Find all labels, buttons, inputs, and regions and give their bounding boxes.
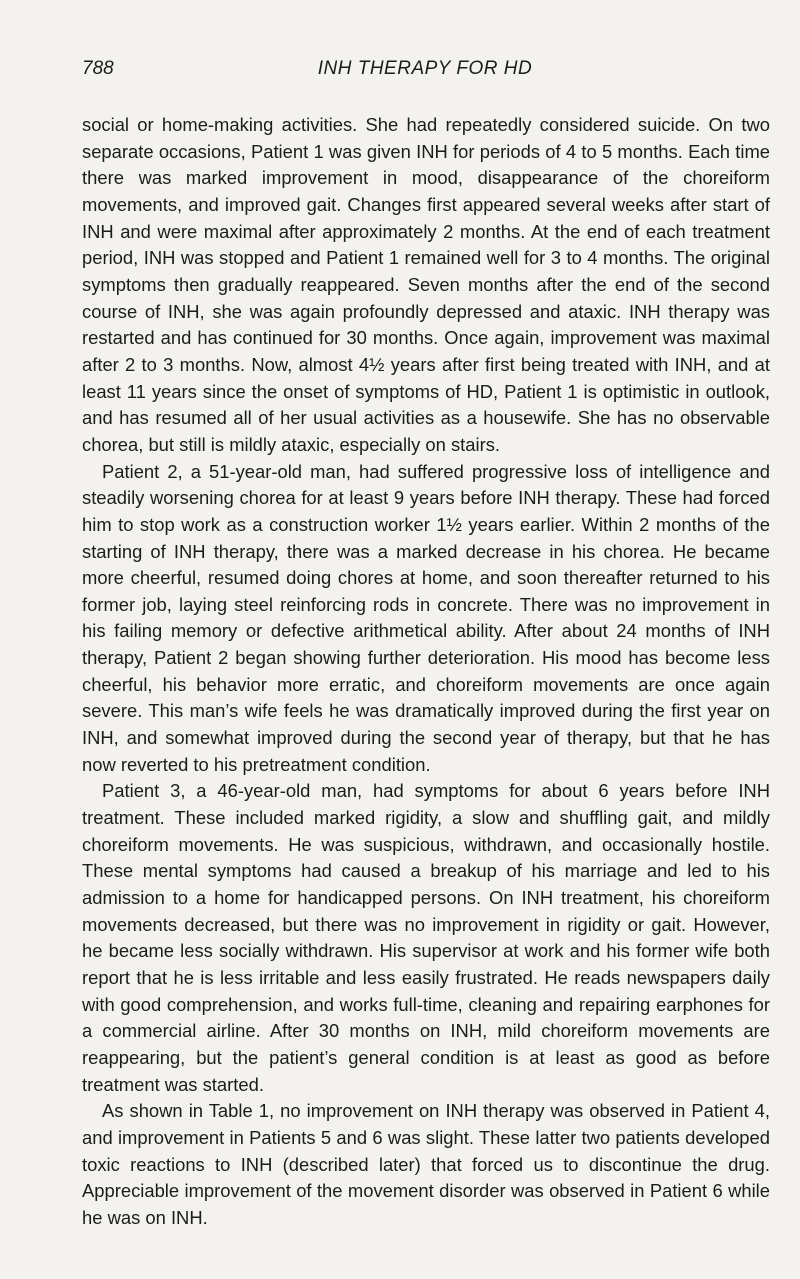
running-title: INH THERAPY FOR HD: [317, 58, 533, 79]
paragraph-patient-2: Patient 2, a 51-year-old man, had suffered progressive loss of intelligence and steadily worsening chorea for at least 9 years before INH therapy. These had forced him to stop work as a construction worker 1½ years earlier. Within 2 months of the starting of INH therapy, there was a marked decrease in his chorea. He became more cheerful, resumed doing chores at home, and soon thereafter returned to his former job, laying steel reinforcing rods in concrete. There was no improvement in his failing memory or defective arithmetical ability. After about 24 months of INH therapy, Patient 2 began showing further deterioration. His mood has become less cheerful, his behavior more erratic, and choreiform movements are once again severe. This man’s wife feels he was dramatically improved during the first year on INH, and somewhat improved during the second year of therapy, but that he has now reverted to his pretreatment condition.: [82, 460, 770, 775]
running-header: [82, 58, 768, 86]
body-text: [82, 112, 770, 1232]
paragraph-table-summary: As shown in Table 1, no improvement on INH therapy was observed in Patient 4, and improvement in Patients 5 and 6 was slight. These latter two patients developed toxic reactions to INH (described later) that forced us to discontinue the drug. Appreciable improvement of the movement disorder was observed in Patient 6 while he was on INH.: [82, 1100, 770, 1228]
paragraph-patient-3: Patient 3, a 46-year-old man, had symptoms for about 6 years before INH treatment. These included marked rigidity, a slow and shuffling gait, and mildly choreiform movements. He was suspicious, withdrawn, and occasionally hostile. These mental symptoms had caused a breakup of his marriage and led to his admission to a home for handicapped persons. On INH treatment, his choreiform movements decreased, but there was no improvement in rigidity or gait. However, he became less socially withdrawn. His supervisor at work and his former wife both report that he is less irritable and less easily frustrated. He reads newspapers daily with good comprehension, and works full-time, cleaning and repairing earphones for a commercial airline. After 30 months on INH, mild choreiform movements are reappearing, but the patient’s general condition is at least as good as before treatment was started.: [82, 780, 770, 1095]
page-number: 788: [82, 58, 114, 79]
paragraph-continued: social or home-making activities. She had repeatedly considered suicide. On two separate occasions, Patient 1 was given INH for periods of 4 to 5 months. Each time there was marked improvement in mood, disappearance of the choreiform movements, and improved gait. Changes first appeared several weeks after start of INH and were maximal after approximately 2 months. At the end of each treatment period, INH was stopped and Patient 1 remained well for 3 to 4 months. The original symptoms then gradually reappeared. Seven months after the end of the second course of INH, she was again profoundly depressed and ataxic. INH therapy was restarted and has continued for 30 months. Once again, improvement was maximal after 2 to 3 months. Now, almost 4½ years after first being treated with INH, and at least 11 years since the onset of symptoms of HD, Patient 1 is optimistic in outlook, and has resumed all of her usual activities as a housewife. She has no observable chorea, but still is mildly ataxic, especially on stairs.: [82, 114, 770, 455]
